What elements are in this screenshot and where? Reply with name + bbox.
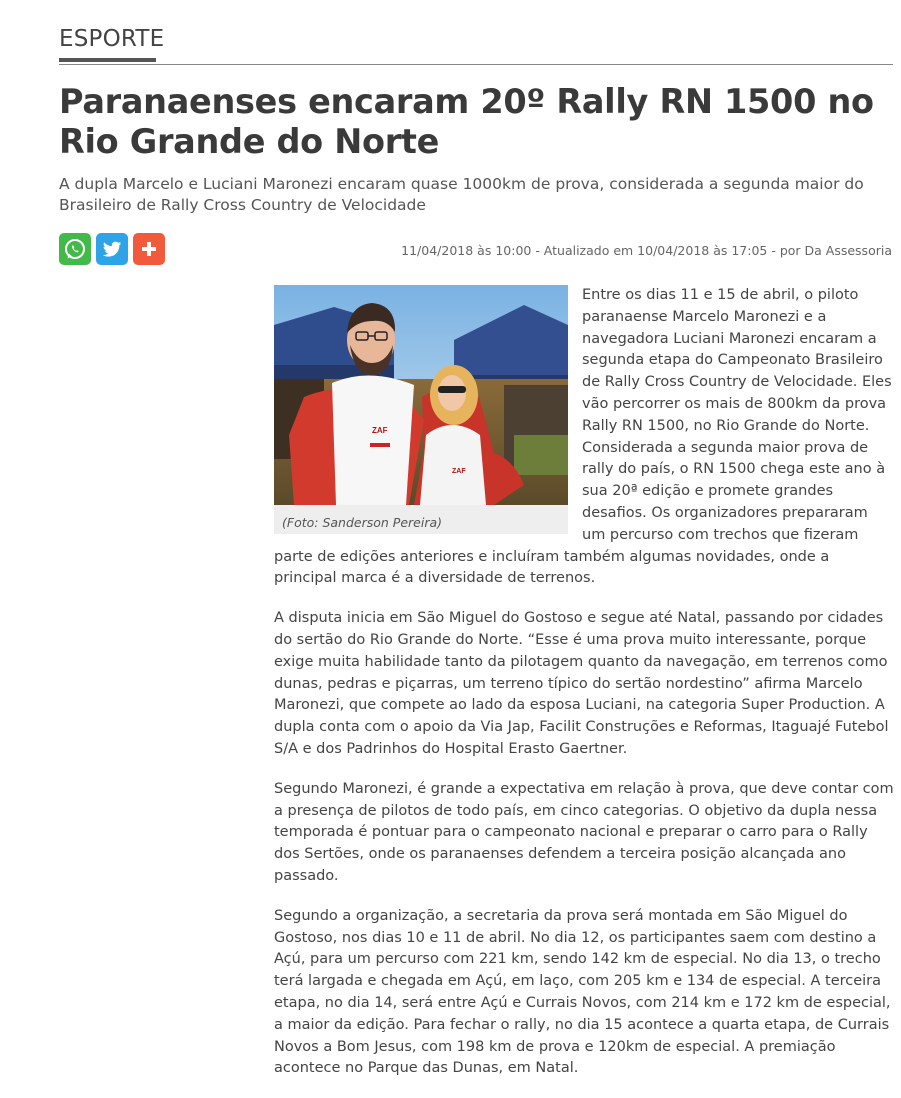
article-figure xyxy=(274,285,568,534)
section-underline xyxy=(59,58,156,62)
whatsapp-share-button[interactable] xyxy=(59,233,91,265)
article-paragraph: Entre os dias 11 e 15 de abril, o piloto paranaense Marcelo Maronezi e a navegadora Luciani Maronezi encaram a segunda etapa do Campeonato Brasileiro de Rally Cross Country de Velocidade. Eles vão percorrer os mais de 800km da prova Rally RN 1500, no Rio Grande do Norte. Considerada a segunda maior prova de rally do país, o RN 1500 chega este ano à sua 20ª edição e promete grandes desafios. Os organizadores prepararam um percurso com trechos que fizeram parte de edições anteriores e incluíram também algumas novidades, onde a principal marca é a diversidade de terrenos. xyxy=(274,287,892,587)
article-paragraph: Segundo a organização, a secretaria da prova será montada em São Miguel do Gostoso, nos dias 10 e 11 de abril. No dia 12, os participantes saem com destino a Açú, para um percurso com 221 km, sendo 142 km de especial. No dia 13, o trecho terá largada e chegada em Açú, em laço, com 205 km e 134 de especial. A terceira etapa, no dia 14, será entre Açú e Currais Novos, com 214 km e 172 km de especial, a maior da edição. Para fechar o rally, no dia 15 acontece a quarta etapa, de Currais Novos a Bom Jesus, com 198 km de prova e 120km de especial. A premiação acontece no Parque das Dunas, em Natal. xyxy=(274,907,891,1077)
photo-badge-text: ZAF xyxy=(372,426,388,435)
section-header xyxy=(59,22,893,65)
whatsapp-icon xyxy=(63,237,87,261)
twitter-icon xyxy=(101,238,123,260)
more-share-button[interactable] xyxy=(133,233,165,265)
article-meta: 11/04/2018 às 10:00 - Atualizado em 10/04/2018 às 17:05 - por Da Assessoria xyxy=(401,243,892,258)
article-subtitle: A dupla Marcelo e Luciani Maronezi encaram quase 1000km de prova, considerada a segunda maior do Brasileiro de Rally Cross Country de Velocidade xyxy=(59,175,864,214)
article-paragraph: A disputa inicia em São Miguel do Gostoso e segue até Natal, passando por cidades do sertão do Rio Grande do Norte. “Esse é uma prova muito interessante, porque exige muita habilidade tanto da pilotagem quanto da navegação, em terrenos como dunas, pedras e piçarras, um terreno típico do sertão nordestino” afirma Marcelo Maronezi, que compete ao lado da esposa Luciani, na categoria Super Production. A dupla conta com o apoio da Via Jap, Facilit Construções e Reformas, Itaguajé Futebol S/A e dos Padrinhos do Hospital Erasto Gaertner. xyxy=(274,610,889,757)
share-bar xyxy=(59,233,165,265)
article-body xyxy=(274,285,894,1098)
article-title: Paranaenses encaram 20º Rally RN 1500 no Rio Grande do Norte xyxy=(59,82,874,161)
article-paragraph: Segundo Maronezi, é grande a expectativa em relação à prova, que deve contar com a presença de pilotos de todo país, em cinco categorias. O objetivo da dupla nessa temporada é pontuar para o campeonato nacional e preparar o carro para o Rally dos Sertões, onde os paranaenses defendem a terceira posição alcançada ano passado. xyxy=(274,780,894,884)
photo-caption: (Foto: Sanderson Pereira) xyxy=(274,505,568,534)
photo-badge-text: ZAF xyxy=(452,468,466,475)
section-label[interactable]: ESPORTE xyxy=(59,26,165,52)
twitter-share-button[interactable] xyxy=(96,233,128,265)
plus-icon xyxy=(140,240,158,258)
article-photo[interactable] xyxy=(274,285,568,505)
